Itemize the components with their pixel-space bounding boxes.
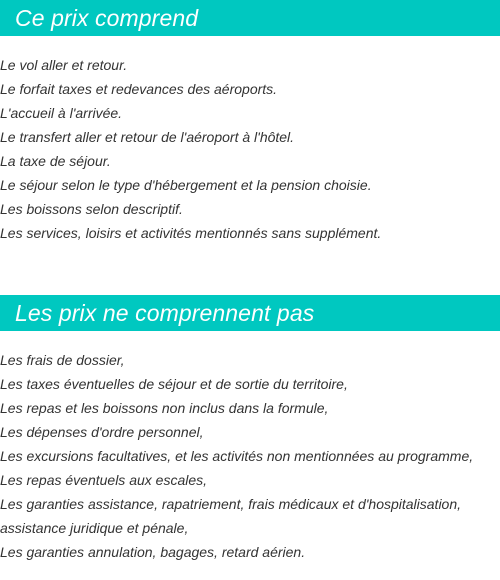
excluded-item: Les frais de dossier,	[0, 352, 125, 368]
excluded-section-header	[0, 295, 500, 331]
included-item: Les boissons selon descriptif.	[0, 201, 183, 217]
excluded-item: Les repas et les boissons non inclus dans la formule,	[0, 400, 329, 416]
included-item: Le transfert aller et retour de l'aéroport à l'hôtel.	[0, 129, 295, 145]
excluded-section-title: Les prix ne comprennent pas	[15, 299, 315, 326]
included-item: Le forfait taxes et redevances des aéroports.	[0, 81, 278, 97]
included-items-list	[0, 53, 500, 245]
excluded-items-list	[0, 348, 500, 564]
included-item: La taxe de séjour.	[0, 153, 111, 169]
excluded-item: Les garanties annulation, bagages, retard aérien.	[0, 544, 306, 560]
excluded-item: Les excursions facultatives, et les activités non mentionnées au programme,	[0, 448, 474, 464]
excluded-item: Les dépenses d'ordre personnel,	[0, 424, 204, 440]
excluded-item: assistance juridique et pénale,	[0, 520, 189, 536]
included-item: L'accueil à l'arrivée.	[0, 105, 123, 121]
excluded-item: Les repas éventuels aux escales,	[0, 472, 208, 488]
included-item: Le séjour selon le type d'hébergement et la pension choisie.	[0, 177, 372, 193]
excluded-item: Les garanties assistance, rapatriement, frais médicaux et d'hospitalisation,	[0, 496, 462, 512]
included-item: Le vol aller et retour.	[0, 57, 128, 73]
included-section-title: Ce prix comprend	[15, 4, 199, 31]
excluded-item: Les taxes éventuelles de séjour et de sortie du territoire,	[0, 376, 348, 392]
included-section-header	[0, 0, 500, 36]
included-item: Les services, loisirs et activités mentionnés sans supplément.	[0, 225, 382, 241]
